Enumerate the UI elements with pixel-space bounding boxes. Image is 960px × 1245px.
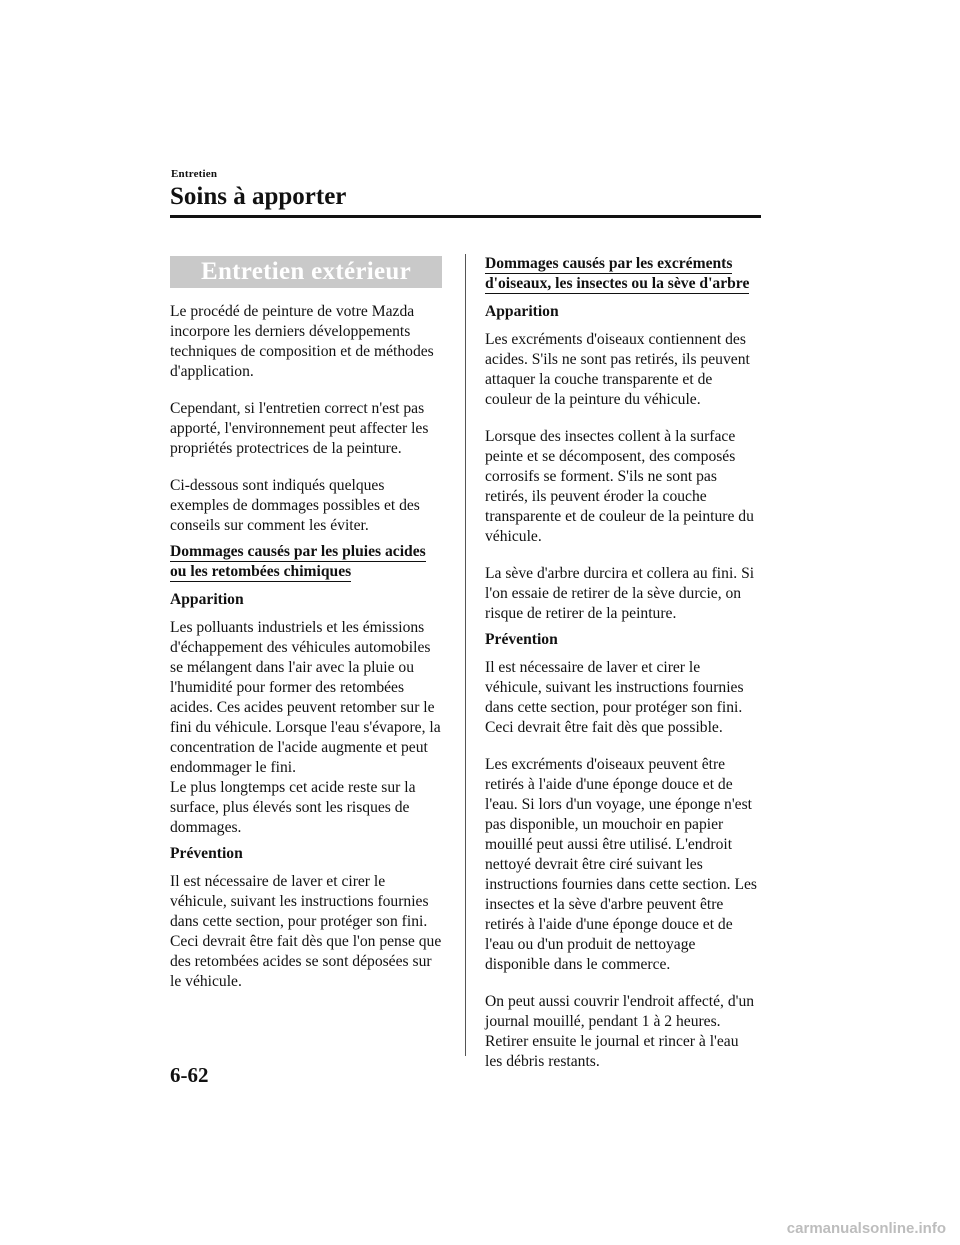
page-title: Soins à apporter	[170, 183, 347, 210]
subheading-line: d'oiseaux, les insectes ou la sève d'arbre	[485, 275, 750, 292]
subheading-line: ou les retombées chimiques	[170, 563, 352, 580]
appearance-label: Apparition	[170, 591, 244, 608]
appearance-text: Le plus longtemps cet acide reste sur la surface, plus élevés sont les risques de dommages.	[170, 779, 416, 836]
appearance-paragraph: La sève d'arbre durcira et collera au fini. Si l'on essaie de retirer de la sève durcie, on risque de retirer de la peinture.	[485, 565, 755, 622]
intro-paragraph: Cependant, si l'entretien correct n'est pas apporté, l'environnement peut affecter les propriétés protectrices de la peinture.	[170, 400, 429, 457]
right-column	[485, 254, 757, 1089]
bird-droppings-subheading	[485, 254, 757, 294]
title-rule	[170, 215, 761, 218]
intro-paragraph: Le procédé de peinture de votre Mazda incorpore les derniers développements techniques de composition et de méthodes d'application.	[170, 303, 434, 380]
section-label: Entretien	[171, 168, 218, 180]
left-column	[170, 254, 442, 1009]
appearance-text: Les polluants industriels et les émissions d'échappement des véhicules automobiles se mélangent dans l'air avec la pluie ou l'humidité pour former des retombées acides. Ces acides peuvent retomber sur le fini du véhicule. Lorsque l'eau s'évapore, la concentration de l'acide augmente et peut endommager le fini.	[170, 619, 441, 776]
intro-paragraph: Ci-dessous sont indiqués quelques exemples de dommages possibles et des conseils sur comment les éviter.	[170, 477, 420, 534]
page-number: 6-62	[170, 1063, 209, 1087]
prevention-paragraph: On peut aussi couvrir l'endroit affecté, d'un journal mouillé, pendant 1 à 2 heures. Retirer ensuite le journal et rincer à l'eau les débris restants.	[485, 993, 755, 1070]
prevention-paragraph: Les excréments d'oiseaux peuvent être retirés à l'aide d'une éponge douce et de l'eau. Si lors d'un voyage, une éponge n'est pas disponible, un mouchoir en papier mouillé peut aussi être utilisé. L'endroit nettoyé devrait être ciré suivant les instructions fournies dans cette section. Les insectes et la sève d'arbre peuvent être retirés à l'aide d'une éponge douce et de l'eau ou d'un produit de nettoyage disponible dans le commerce.	[485, 756, 757, 973]
prevention-label: Prévention	[170, 845, 243, 862]
prevention-paragraph: Il est nécessaire de laver et cirer le véhicule, suivant les instructions fournies dans cette section, pour protéger son fini. Ceci devrait être fait dès que possible.	[485, 659, 744, 736]
site-watermark: carmanualsonline.info	[786, 1220, 946, 1237]
section-banner: Entretien extérieur	[170, 256, 442, 288]
appearance-label: Apparition	[485, 303, 559, 320]
appearance-paragraph: Lorsque des insectes collent à la surface peinte et se décomposent, des composés corrosifs se forment. S'ils ne sont pas retirés, ils peuvent éroder la couche transparente et de couleur de la peinture du véhicule.	[485, 428, 754, 545]
prevention-text: Il est nécessaire de laver et cirer le véhicule, suivant les instructions fournies dans cette section, pour protéger son fini. Ceci devrait être fait dès que l'on pense que des retombées acides se sont déposées sur le véhicule.	[170, 873, 442, 990]
subheading-line: Dommages causés par les excréments	[485, 255, 733, 272]
appearance-paragraph: Les excréments d'oiseaux contiennent des acides. S'ils ne sont pas retirés, ils peuvent attaquer la couche transparente et de couleur de la peinture du véhicule.	[485, 331, 750, 408]
prevention-label: Prévention	[485, 631, 558, 648]
subheading-line: Dommages causés par les pluies acides	[170, 543, 426, 560]
column-divider	[465, 254, 466, 1056]
acid-rain-subheading	[170, 542, 442, 582]
